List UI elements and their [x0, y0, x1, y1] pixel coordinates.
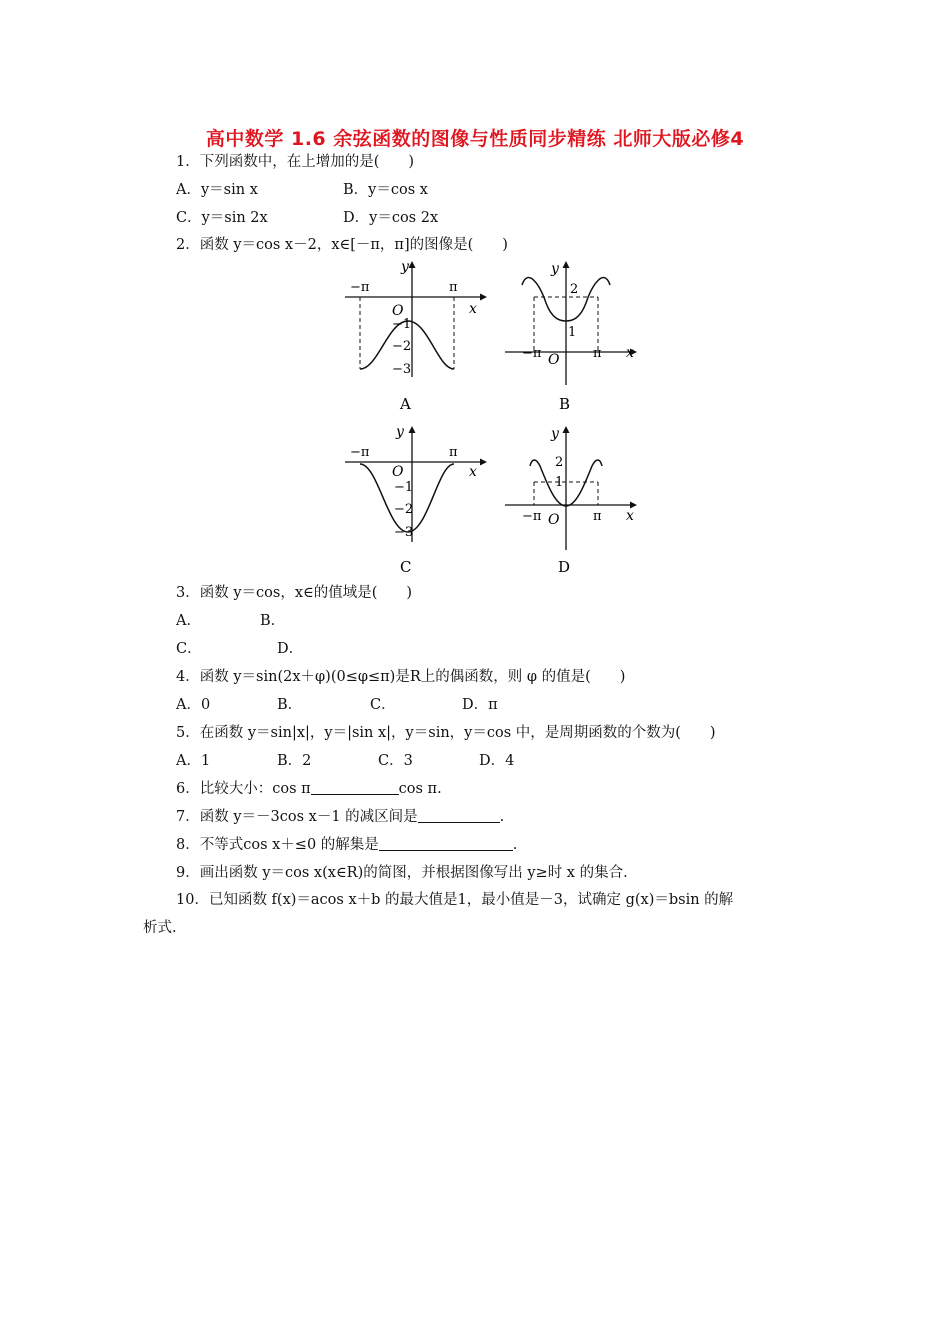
- question-2-stem: 2．函数 y＝cos x－2，x∈[－π，π]的图像是( ): [176, 237, 508, 253]
- question-8: [176, 833, 517, 854]
- graph-a-origin: O: [392, 303, 404, 319]
- graph-a: [340, 255, 490, 415]
- graph-a-neg-pi: −π: [350, 280, 370, 295]
- graph-d-y-arrow: [563, 426, 570, 433]
- question-5-stem: 5．在函数 y＝sin|x|，y＝|sin x|，y＝sin，y＝cos 中，是周期函数的个数为( ): [176, 725, 716, 741]
- graph-b-y-label: y: [551, 261, 559, 277]
- graph-c-y-arrow: [409, 426, 416, 433]
- page-title: 高中数学 1.6 余弦函数的图像与性质同步精练 北师大版必修4: [205, 128, 745, 150]
- graph-c-y-label: y: [396, 424, 404, 440]
- question-5-option-a: A．1: [176, 753, 211, 769]
- question-9: 9．画出函数 y＝cos x(x∈R)的简图，并根据图像写出 y≥时 x 的集合.: [176, 865, 628, 881]
- graph-b-y-arrow: [563, 261, 570, 268]
- graph-a-x-arrow: [480, 294, 487, 301]
- graph-b-caption: B: [559, 395, 571, 413]
- graph-b-tick-1: 1: [568, 325, 577, 340]
- question-7-text-after: .: [499, 809, 505, 825]
- graph-b-pi: π: [593, 346, 602, 361]
- graph-d: [500, 420, 650, 580]
- graph-c-x-arrow: [480, 459, 487, 466]
- graph-b-origin: O: [548, 352, 560, 368]
- graph-c-tick-neg1: −1: [394, 480, 414, 495]
- question-6-text-before: 6．比较大小：cos π: [176, 781, 311, 797]
- question-7-text-before: 7．函数 y＝－3cos x－1 的减区间是: [176, 809, 418, 825]
- graph-a-tick-neg3: −3: [392, 362, 412, 377]
- graph-b: [500, 255, 650, 415]
- graph-d-pi: π: [593, 509, 602, 524]
- graph-d-y-label: y: [551, 426, 559, 442]
- question-8-text-before: 8．不等式cos x＋≤0 的解集是: [176, 837, 379, 853]
- graph-a-pi: π: [449, 280, 458, 295]
- graph-a-tick-neg2: −2: [392, 339, 412, 354]
- question-6: [176, 777, 442, 798]
- graph-c: [340, 420, 490, 580]
- question-5-option-b: B．2: [277, 753, 312, 769]
- graph-d-origin: O: [548, 512, 560, 528]
- graph-c-pi: π: [449, 445, 458, 460]
- question-5-option-c: C．3: [378, 753, 413, 769]
- graph-d-tick-2: 2: [555, 455, 564, 470]
- question-3-option-a: A．: [176, 613, 201, 629]
- question-3-option-d: D．: [277, 641, 304, 657]
- question-3-stem: 3．函数 y＝cos，x∈的值域是( ): [176, 585, 413, 601]
- graph-d-neg-pi: −π: [522, 509, 542, 524]
- question-1-option-d: D．y＝cos 2x: [343, 210, 439, 226]
- graph-a-caption: A: [400, 395, 411, 413]
- question-4-stem: 4．函数 y＝sin(2x＋φ)(0≤φ≤π)是R上的偶函数，则 φ 的值是( ): [176, 669, 626, 685]
- graph-b-neg-pi: −π: [522, 346, 542, 361]
- question-4-option-a: A．0: [176, 697, 211, 713]
- question-7-answer-blank[interactable]: [418, 808, 500, 823]
- graph-b-tick-2: 2: [570, 282, 579, 297]
- graph-d-caption: D: [558, 558, 571, 576]
- graph-c-tick-neg3: −3: [394, 525, 414, 540]
- question-10-line-2: 析式.: [143, 920, 177, 936]
- question-3-option-b: B．: [260, 613, 286, 629]
- question-10-line-1: 10．已知函数 f(x)＝acos x＋b 的最大值是1，最小值是－3，试确定 g(x)＝bsin 的解: [176, 892, 734, 908]
- graph-b-x-label: x: [626, 345, 634, 361]
- graph-d-tick-1: 1: [555, 475, 564, 490]
- graph-c-neg-pi: −π: [350, 445, 370, 460]
- question-6-text-after: cos π.: [398, 781, 442, 797]
- graph-d-x-label: x: [626, 508, 634, 524]
- question-5-option-d: D．4: [479, 753, 515, 769]
- graph-a-tick-neg1: −1: [392, 317, 412, 332]
- graph-c-x-label: x: [469, 464, 477, 480]
- question-4-option-d: D．π: [462, 697, 498, 713]
- question-1-option-b: B．y＝cos x: [343, 182, 428, 198]
- question-4-option-c: C．: [370, 697, 396, 713]
- question-8-text-after: .: [512, 837, 518, 853]
- question-4-option-b: B．: [277, 697, 303, 713]
- graph-a-y-arrow: [409, 261, 416, 268]
- question-1-stem: 1．下列函数中，在上增加的是( ): [176, 154, 415, 170]
- question-6-answer-blank[interactable]: [311, 780, 399, 795]
- question-3-option-c: C．: [176, 641, 202, 657]
- question-7: [176, 805, 504, 826]
- graph-c-tick-neg2: −2: [394, 502, 414, 517]
- question-8-answer-blank[interactable]: [379, 836, 513, 851]
- graph-c-curve: [360, 464, 454, 532]
- question-1-option-a: A．y＝sin x: [176, 182, 258, 198]
- graph-a-x-label: x: [469, 301, 477, 317]
- graph-c-caption: C: [400, 558, 412, 576]
- graph-a-y-label: y: [401, 259, 409, 275]
- graph-c-origin: O: [392, 464, 404, 480]
- question-1-option-c: C．y＝sin 2x: [176, 210, 268, 226]
